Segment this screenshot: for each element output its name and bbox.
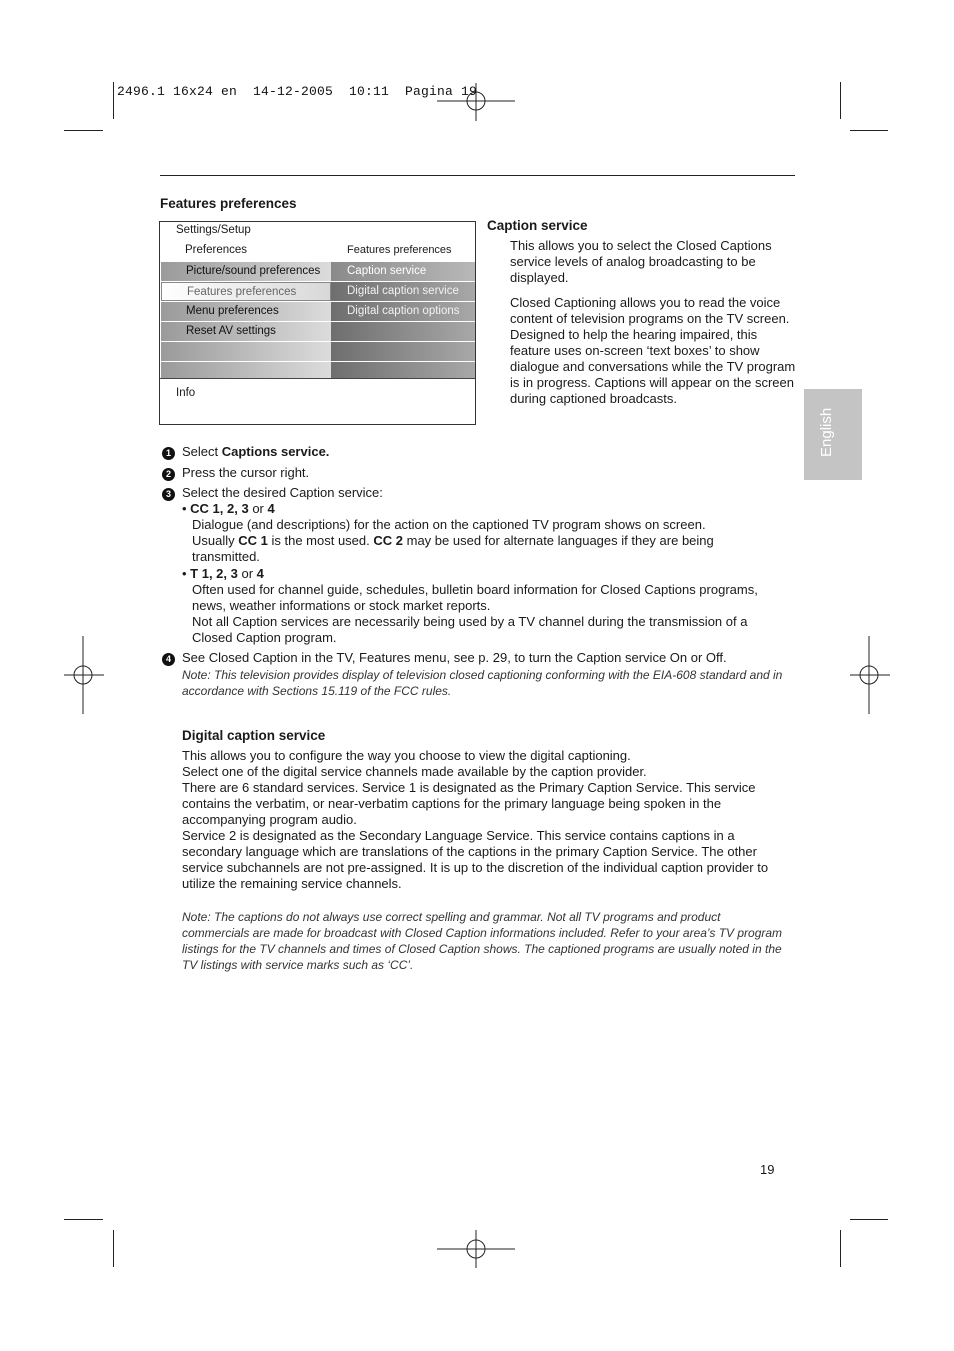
crop-mark (64, 130, 103, 131)
registration-mark-icon (437, 1230, 515, 1268)
cc-or: or (248, 501, 268, 516)
crop-mark (64, 1219, 103, 1220)
t-bullet (182, 566, 782, 582)
menu-item-empty (161, 342, 331, 361)
cc-line-1: Dialogue (and descriptions) for the action on the captioned TV program shows on screen. (192, 517, 706, 532)
crop-mark (850, 1219, 888, 1220)
step-number-4: 4 (162, 653, 175, 666)
cc-bold2: 4 (267, 501, 275, 516)
digital-line-1: This allows you to configure the way you choose to view the digital captioning. (182, 748, 631, 763)
menu-item-empty (331, 342, 475, 361)
cc-bullet (182, 501, 782, 517)
step-number-3: 3 (162, 488, 175, 501)
t-description (192, 582, 784, 646)
crop-mark (850, 130, 888, 131)
crop-mark (113, 82, 114, 119)
page-number: 19 (760, 1162, 775, 1177)
bullet: • (182, 501, 191, 516)
menu-item-digital-caption-service[interactable]: Digital caption service (331, 282, 475, 301)
step-2: Press the cursor right. (182, 465, 310, 480)
menu-item-picture-sound[interactable]: Picture/sound preferences (161, 262, 331, 281)
caption-service-p2: Closed Captioning allows you to read the voice content of television programs on the TV screen. Designed to help the hearing impaired, this feature uses on-screen ‘text boxes’ to show dialogue and conversations while the TV program is in progress. Captions will appear on the screen during captioned broadcasts. (510, 295, 796, 406)
step-number-2: 2 (162, 468, 175, 481)
step-1 (182, 444, 782, 460)
t-bold2: 4 (256, 566, 264, 581)
menu-breadcrumb: Settings/Setup (176, 224, 251, 236)
cc-line-2c: is the most used. (267, 533, 374, 548)
step-1-text: Select (182, 444, 222, 459)
caption-service-text (510, 238, 798, 407)
cc-bold: CC 1, 2, 3 (190, 501, 249, 516)
crop-mark (113, 1230, 114, 1267)
step-1-bold: Captions service. (221, 444, 330, 459)
cc-line-2a: Usually (192, 533, 239, 548)
digital-caption-text (182, 748, 782, 892)
bullet: • (182, 566, 191, 581)
digital-line-2: Select one of the digital service channels made available by the caption provider. (182, 764, 647, 779)
tv-menu-panel (159, 221, 476, 425)
captions-note: Note: The captions do not always use correct spelling and grammar. Not all TV programs and product commercials are made for broadcast with Closed Caption informations included. Refer to your area’s TV program listings for the TV channels and times of Closed Caption shows. The captioned programs are usually noted in the TV listings with service marks such as ‘CC’. (182, 910, 783, 972)
registration-mark-icon (64, 636, 104, 714)
menu-item-reset-av[interactable]: Reset AV settings (161, 322, 331, 341)
language-tab-label: English (818, 407, 835, 457)
digital-line-4: Service 2 is designated as the Secondary Language Service. This service contains captions in a secondary language which are translations of the captions in the primary Caption Service. The other service subchannels are not pre-assigned. It is up to the discretion of the individual caption provider to utilize the remaining service channels. (182, 828, 769, 891)
menu-item-empty (161, 362, 331, 378)
language-tab (804, 389, 862, 480)
menu-item-empty (331, 362, 475, 378)
step-number-1: 1 (162, 447, 175, 460)
menu-item-empty (331, 322, 475, 341)
t-bold: T 1, 2, 3 (190, 566, 238, 581)
registration-mark-icon (850, 636, 890, 714)
menu-item-menu-preferences[interactable]: Menu preferences (161, 302, 331, 321)
crop-mark (840, 1230, 841, 1267)
top-rule (160, 175, 795, 176)
crop-mark (840, 82, 841, 119)
cc-line-2d: CC 2 (373, 533, 403, 548)
cc-line-2e: may be used for alternate languages if they are being transmitted. (192, 533, 714, 564)
caption-service-title: Caption service (487, 218, 588, 233)
caption-service-p1: This allows you to select the Closed Captions service levels of analog broadcasting to be displayed. (510, 238, 772, 285)
menu-item-features-preferences[interactable]: Features preferences (161, 282, 331, 301)
t-line-1: Often used for channel guide, schedules, bulletin board information for Closed Captions programs, news, weather informations or stock market reports. (192, 582, 758, 613)
t-line-2: Not all Caption services are necessarily being used by a TV channel during the transmission of a Closed Caption program. (192, 614, 748, 645)
cc-description (192, 517, 782, 565)
digital-line-3: There are 6 standard services. Service 1 is designated as the Primary Caption Service. This service contains the verbatim, or near-verbatim captions for the primary language being spoken in the accompanying program audio. (182, 780, 756, 827)
menu-item-caption-service[interactable]: Caption service (331, 262, 475, 281)
t-or: or (237, 566, 257, 581)
print-slug: 2496.1 16x24 en 14-12-2005 10:11 Pagina 19 (117, 84, 478, 99)
menu-left-header: Preferences (185, 244, 248, 256)
step-4: See Closed Caption in the TV, Features menu, see p. 29, to turn the Caption service On or Off. (182, 650, 727, 665)
fcc-note: Note: This television provides display of television closed captioning conforming with the EIA-608 standard and in accordance with Sections 15.119 of the FCC rules. (182, 668, 783, 698)
step-3: Select the desired Caption service: (182, 485, 383, 500)
menu-info-label: Info (176, 387, 196, 399)
menu-item-digital-caption-options[interactable]: Digital caption options (331, 302, 475, 321)
menu-divider (160, 378, 475, 379)
features-preferences-title: Features preferences (160, 196, 297, 211)
cc-line-2 (192, 533, 782, 565)
cc-line-2b: CC 1 (238, 533, 268, 548)
digital-caption-title: Digital caption service (182, 728, 326, 743)
menu-right-header: Features preferences (347, 244, 452, 256)
